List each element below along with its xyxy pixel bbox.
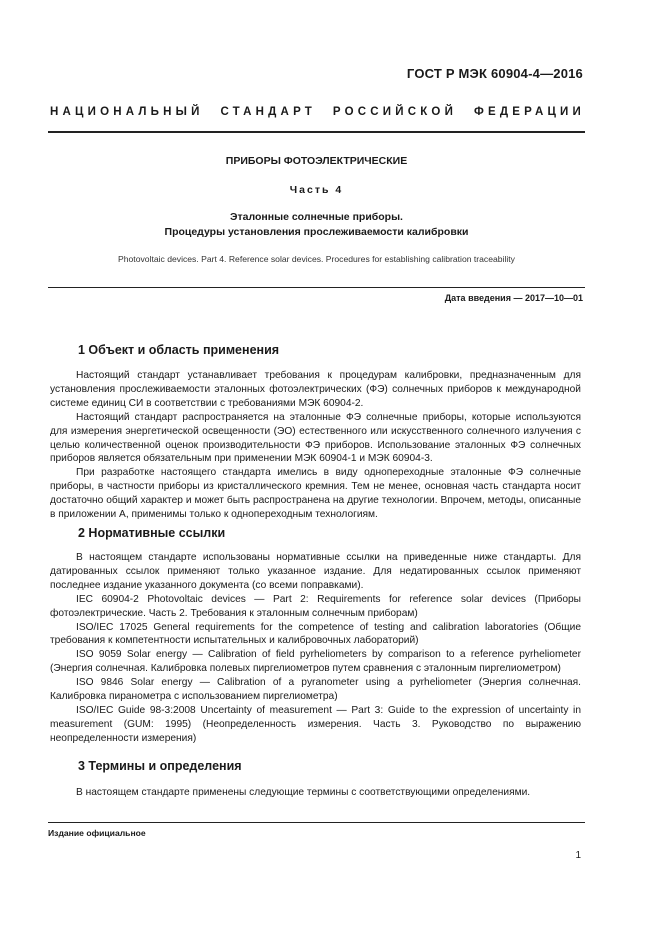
introduction-date: Дата введения — 2017—10—01 [444,293,583,303]
edition-label: Издание официальное [48,828,146,838]
section1-body [50,369,581,522]
section2-body [50,551,581,746]
reference-item: IEC 60904-2 Photovoltaic devices — Part 2: Requirements for reference solar devices (Приборы фотоэлектрические. Часть 2. Требования к эталонным солнечным приборам) [50,593,581,619]
paragraph: При разработке настоящего стандарта имелись в виду однопереходные эталонные ФЭ солнечные приборы, в частности приборы из кристаллического кремния. Тем не менее, основная часть стандарта носит достаточно общий характер и может быть распространена на другие технологии. Впрочем, методы, описанные в приложении А, применимы только к однопереходным технологиям. [50,467,581,521]
page-number: 1 [575,850,581,861]
title-divider [48,287,585,288]
header-divider [48,131,585,133]
reference-item: ISO 9059 Solar energy — Calibration of field pyrheliometers by comparison to a reference pyrheliometer (Энергия солнечная. Калибровка полевых пиргелиометров путем сравнения с эталонным пиргелиометром) [50,649,581,675]
banner-word: СТАНДАРТ [220,106,317,118]
section3-body [50,786,581,800]
banner-word: РОССИЙСКОЙ [332,106,458,118]
reference-item: ISO/IEC 17025 General requirements for the competence of testing and calibration laboratories (Общие требования к компетентности испытательных и калибровочных лабораторий) [50,621,581,647]
reference-item: ISO 9846 Solar energy — Calibration of a pyranometer using a pyrheliometer (Энергия солнечная. Калибровка пиранометра с использованием пиргелиометра) [50,677,581,703]
section1-heading: 1 Объект и область применения [78,343,280,357]
paragraph: В настоящем стандарте применены следующие термины с соответствующими определениями. [76,787,531,798]
national-standard-banner [50,106,585,118]
document-subtitle-line1: Эталонные солнечные приборы. [230,211,403,223]
document-subtitle-line2: Процедуры установления прослеживаемости калибровки [164,226,469,238]
paragraph: Настоящий стандарт устанавливает требования к процедурам калибровки, предназначенным для установления прослеживаемости эталонных фотоэлектрических (ФЭ) солнечных приборов к международной системе единиц СИ в соответствии с требованиями МЭК 60904-2. [50,370,581,409]
english-title: Photovoltaic devices. Part 4. Reference solar devices. Procedures for establishing calibration traceability [118,254,515,264]
reference-item: ISO/IEC Guide 98-3:2008 Uncertainty of measurement — Part 3: Guide to the expression of uncertainty in measurement (GUM: 1995) (Неопределенность измерения. Часть 3. Руководство по выражению неопределенности измерения) [50,704,581,744]
section3-heading: 3 Термины и определения [78,759,242,773]
standard-code: ГОСТ Р МЭК 60904-4—2016 [406,66,583,81]
document-title: ПРИБОРЫ ФОТОЭЛЕКТРИЧЕСКИЕ [225,155,408,167]
footer-divider [48,822,585,823]
section2-heading: 2 Нормативные ссылки [78,526,226,540]
banner-word: ФЕДЕРАЦИИ [473,106,585,118]
banner-word: НАЦИОНАЛЬНЫЙ [50,106,204,118]
paragraph: Настоящий стандарт распространяется на эталонные ФЭ солнечные приборы, которые используются для измерения энергетической освещенности (ЭО) естественного или искусственного солнечного излучения с целью количественной оценок производительности ФЭ приборов. Использование эталонных ФЭ солнечных приборов является обязательным при применении МЭК 60904-1 и МЭК 60904-3. [50,411,581,465]
paragraph: В настоящем стандарте использованы нормативные ссылки на приведенные ниже стандарты. Для датированных ссылок применяют только указанное издание. Для недатированных ссылок применяют последнее издание указанного документа (со всеми поправками). [50,552,581,591]
document-part: Часть 4 [289,184,344,196]
